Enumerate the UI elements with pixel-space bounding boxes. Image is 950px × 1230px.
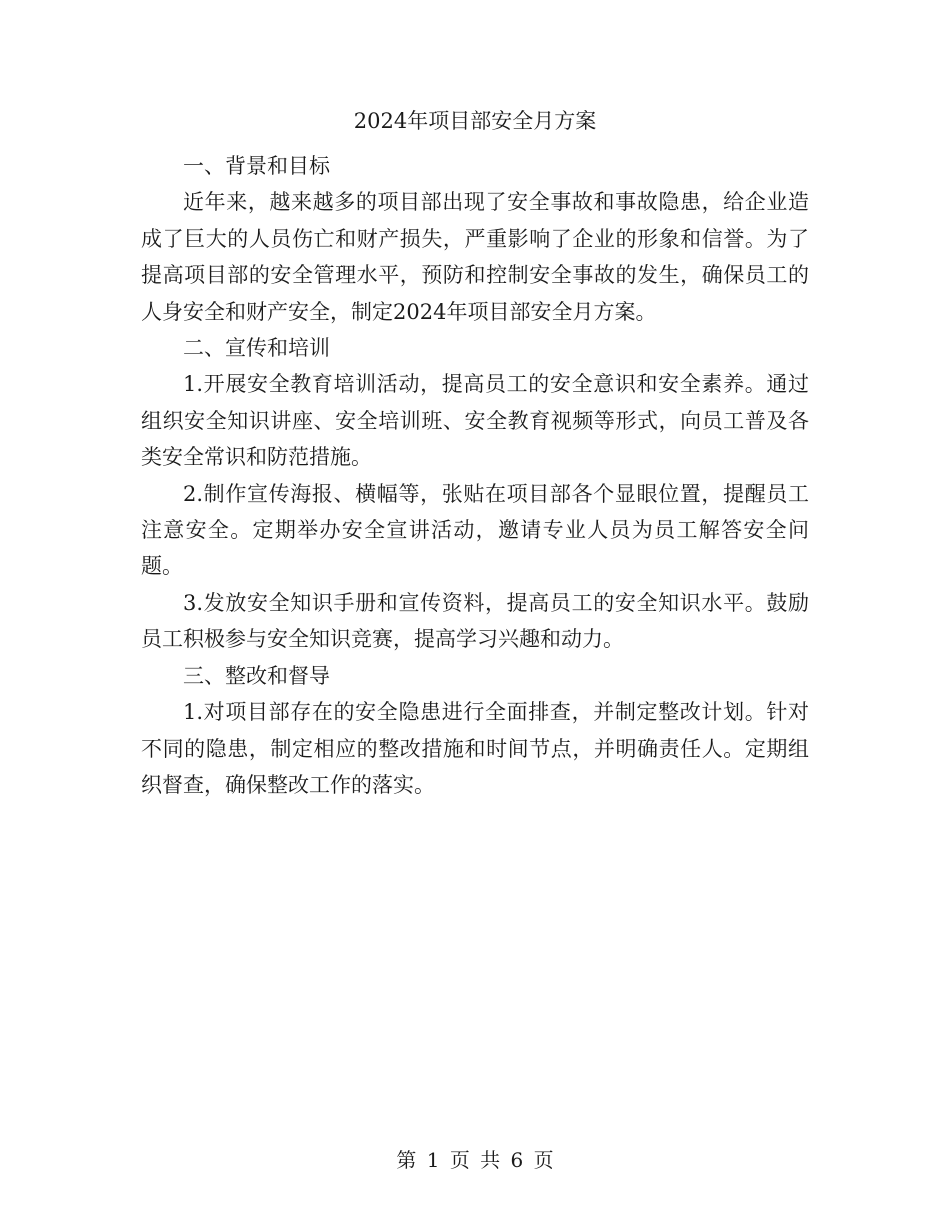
section-heading-rectification: 三、整改和督导 [183,663,330,688]
paragraph-background: 近年来，越来越多的项目部出现了安全事故和事故隐患，给企业造成了巨大的人员伤亡和财产损失，严重影响了企业的形象和信誉。为了提高项目部的安全管理水平，预防和控制安全事故的发生，确保员工的人身安全和财产安全，制定2024年项目部安全月方案。 [141,190,809,324]
document-body [141,148,809,803]
paragraph-handbook: 3.发放安全知识手册和宣传资料，提高员工的安全知识水平。鼓励员工积极参与安全知识竞赛，提高学习兴趣和动力。 [141,590,809,652]
paragraph-training: 1.开展安全教育培训活动，提高员工的安全意识和安全素养。通过组织安全知识讲座、安全培训班、安全教育视频等形式，向员工普及各类安全常识和防范措施。 [141,372,809,470]
paragraph-posters: 2.制作宣传海报、横幅等，张贴在项目部各个显眼位置，提醒员工注意安全。定期举办安全宣讲活动，邀请专业人员为员工解答安全问题。 [141,481,809,579]
section-heading-background: 一、背景和目标 [183,154,330,178]
paragraph-inspection: 1.对项目部存在的安全隐患进行全面排查，并制定整改计划。针对不同的隐患，制定相应的整改措施和时间节点，并明确责任人。定期组织督查，确保整改工作的落实。 [141,700,809,797]
page-number-footer: 第 1 页 共 6 页 [396,1148,554,1172]
document-title: 2024年项目部安全月方案 [353,109,597,133]
section-heading-publicity: 二、宣传和培训 [183,336,330,361]
